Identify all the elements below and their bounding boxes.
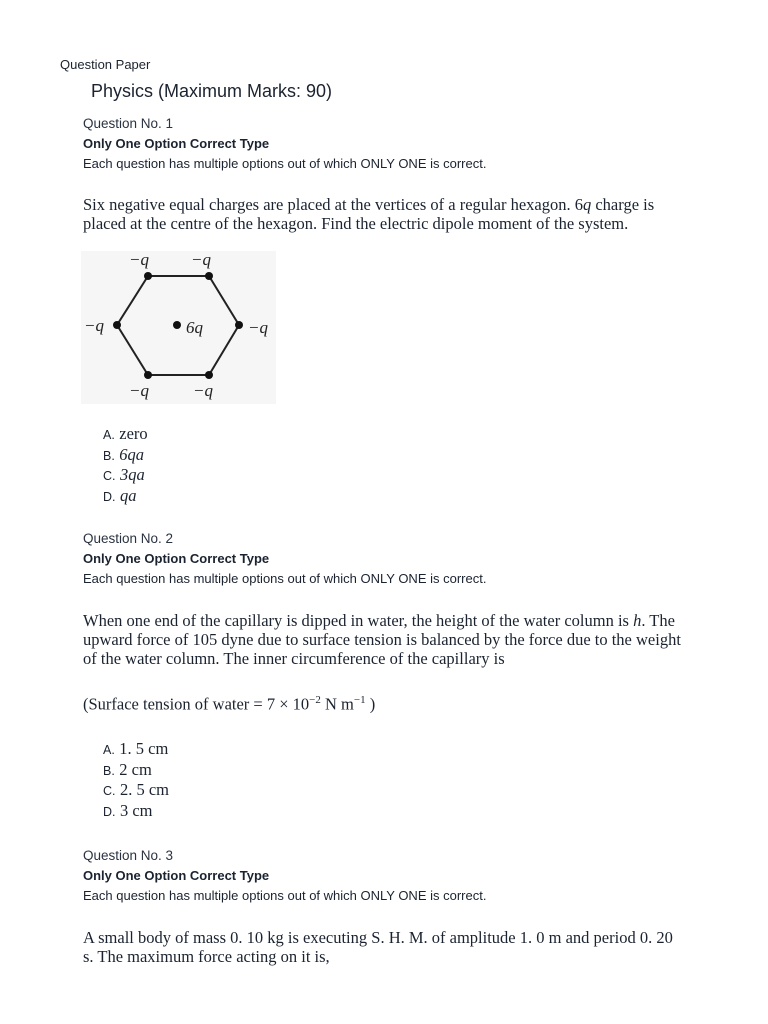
vertex-charge-label: −q — [129, 251, 149, 269]
centre-charge-label: 6q — [186, 318, 203, 337]
option-letter: B. — [103, 763, 115, 778]
option-text: 2. 5 cm — [119, 780, 169, 800]
question-1-text — [83, 195, 683, 233]
question-2 — [83, 529, 683, 589]
vertex-charge-dot — [144, 272, 152, 280]
option-a[interactable] — [103, 424, 148, 445]
option-d[interactable] — [103, 801, 169, 822]
question-text-part: Six negative equal charges are placed at the vertices of a regular hexagon. — [83, 195, 571, 214]
question-number: Question No. 1 — [83, 116, 174, 131]
options-list — [103, 739, 169, 821]
question-description: Each question has multiple options out of which ONLY ONE is correct. — [83, 156, 487, 171]
option-text: 3qa — [119, 465, 145, 485]
question-type: Only One Option Correct Type — [83, 868, 270, 883]
question-type: Only One Option Correct Type — [83, 136, 270, 151]
given-close: ) — [365, 694, 376, 714]
exponent: −1 — [353, 694, 366, 706]
question-number: Question No. 2 — [83, 531, 174, 546]
option-text: 2 cm — [119, 759, 152, 779]
option-c[interactable] — [103, 780, 169, 801]
option-text: qa — [119, 485, 137, 505]
question-number: Question No. 3 — [83, 848, 174, 863]
option-letter: A. — [103, 428, 115, 442]
option-d[interactable] — [103, 486, 148, 507]
vertex-charge-label: −q — [129, 381, 149, 400]
option-b[interactable] — [103, 760, 169, 781]
option-text: 3 cm — [119, 800, 153, 820]
option-letter: A. — [103, 743, 115, 757]
option-letter: B. — [103, 448, 115, 463]
option-text: 6qa — [119, 444, 145, 464]
paper-label: Question Paper — [60, 57, 151, 72]
vertex-charge-dot — [205, 272, 213, 280]
option-letter: C. — [103, 784, 116, 799]
question-description: Each question has multiple options out of which ONLY ONE is correct. — [83, 571, 487, 586]
hexagon-charge-diagram — [81, 251, 276, 404]
vertex-charge-dot — [235, 321, 243, 329]
vertex-charge-dot — [113, 321, 121, 329]
vertex-charge-label: −q — [84, 316, 104, 335]
option-text: zero — [119, 424, 148, 443]
options-list — [103, 424, 148, 506]
option-a[interactable] — [103, 739, 169, 760]
question-2-text — [83, 611, 683, 668]
question-2-given — [83, 691, 683, 714]
vertex-charge-label: −q — [248, 318, 268, 337]
question-text-part: charge is placed at the centre of the hexagon. Find the electric dipole moment of the system. — [83, 195, 655, 233]
option-c[interactable] — [103, 465, 148, 486]
vertex-charge-dot — [144, 371, 152, 379]
question-text-part: When one end of the capillary is dipped in water, the height of the water column is — [83, 611, 629, 630]
vertex-charge-label: −q — [193, 381, 213, 400]
question-text-part: . The upward force of 105 dyne due to surface tension is balanced by the force due to the weight of the water column. The inner circumference of the capillary is — [83, 611, 681, 668]
question-3-text: A small body of mass 0. 10 kg is executing S. H. M. of amplitude 1. 0 m and period 0. 20 s. The maximum force acting on it is, — [83, 928, 673, 966]
centre-charge-value: 6q — [574, 195, 592, 214]
exponent: −2 — [309, 694, 321, 706]
given-unit: N m — [320, 694, 354, 714]
option-letter: C. — [103, 469, 116, 484]
question-description: Each question has multiple options out of which ONLY ONE is correct. — [83, 888, 487, 903]
vertex-charge-dot — [205, 371, 213, 379]
question-1 — [83, 114, 683, 174]
paper-title: Physics (Maximum Marks: 90) — [91, 81, 333, 101]
option-text: 1. 5 cm — [119, 739, 169, 758]
question-3 — [83, 846, 683, 906]
vertex-charge-label: −q — [191, 251, 211, 269]
centre-charge-dot — [173, 321, 181, 329]
question-type: Only One Option Correct Type — [83, 551, 270, 566]
option-b[interactable] — [103, 445, 148, 466]
option-letter: D. — [103, 489, 116, 504]
option-letter: D. — [103, 804, 116, 819]
given-text: (Surface tension of water = 7 × 10 — [83, 694, 310, 714]
variable-h: h — [633, 611, 642, 630]
